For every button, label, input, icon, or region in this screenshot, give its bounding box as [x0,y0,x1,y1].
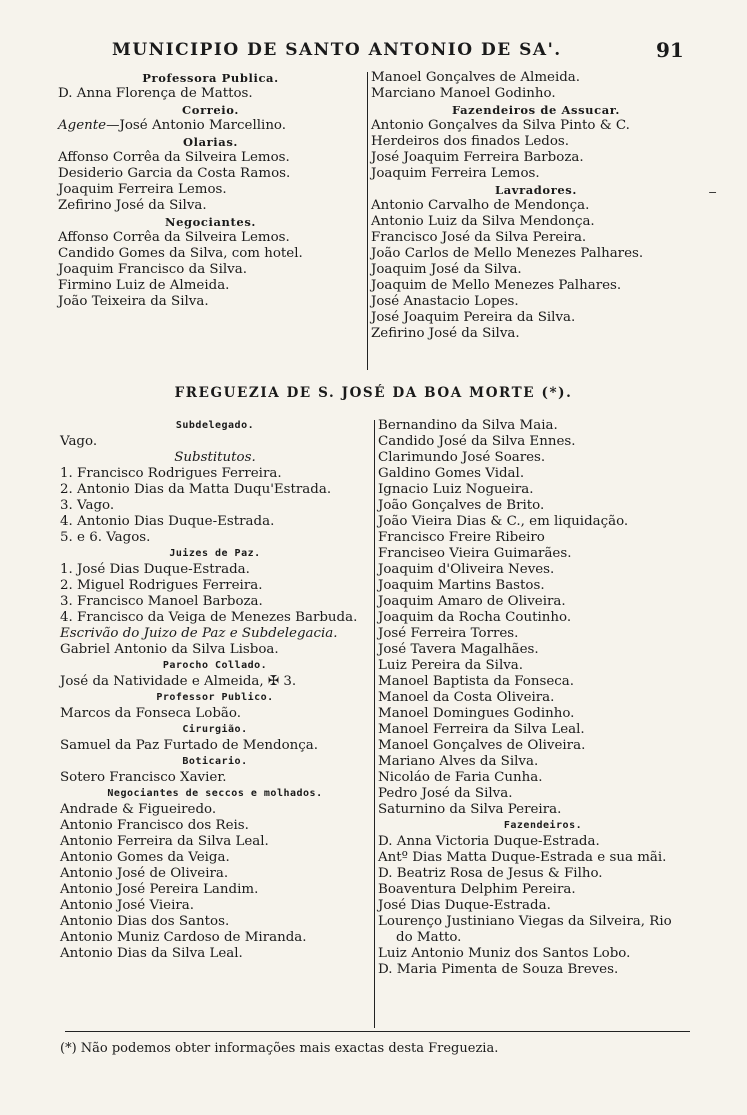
list-item: Antonio Luiz da Silva Mendonça. [371,214,595,229]
list-item: Antº Dias Matta Duque-Estrada e sua mãi. [378,850,667,865]
list-item: Boaventura Delphim Pereira. [378,882,576,897]
section-heading: Negociantes de seccos e molhados. [107,788,323,799]
section-heading: Cirurgião. [182,724,248,735]
list-item: Bernandino da Silva Maia. [378,418,558,433]
section-heading: Fazendeiros de Assucar. [452,103,620,117]
list-item: Luiz Antonio Muniz dos Santos Lobo. [378,946,631,961]
list-item: João Carlos de Mello Menezes Palhares. [371,246,644,261]
section-heading: Lavradores. [495,183,577,197]
section-heading: Juizes de Paz. [169,548,261,559]
list-item: 2. Antonio Dias da Matta Duqu'Estrada. [60,482,332,497]
section-heading: Negociantes. [164,215,257,229]
list-item: Candido Gomes da Silva, com hotel. [58,246,303,261]
list-item: Antonio Gomes da Veiga. [60,850,230,865]
list-item: 2. Miguel Rodrigues Ferreira. [60,578,263,593]
list-item: 3. Vago. [60,498,115,513]
list-item: Antonio Dias dos Santos. [60,914,230,929]
list-item: D. Maria Pimenta de Souza Breves. [378,962,619,977]
list-item: Zefirino José da Silva. [58,198,207,213]
list-item: Samuel da Paz Furtado de Mendonça. [60,738,319,753]
list-item: João Teixeira da Silva. [58,294,209,309]
top-column-divider [367,72,368,370]
section-heading: Professora Publica. [142,71,279,85]
list-item: Franciseo Vieira Guimarães. [378,546,572,561]
section-heading: Professor Publico. [156,692,274,703]
list-item: Lourenço Justiniano Viegas da Silveira, Rio [378,914,672,929]
list-item: José Joaquim Pereira da Silva. [371,310,576,325]
list-item: Joaquim Ferreira Lemos. [58,182,227,197]
list-item: do Matto. [396,930,462,945]
list-item: Nicoláo de Faria Cunha. [378,770,543,785]
list-item: Affonso Corrêa da Silveira Lemos. [58,150,290,165]
list-item: 4. Francisco da Veiga de Menezes Barbuda. [60,610,358,625]
page-number: 91 [656,38,684,62]
list-item: Pedro José da Silva. [378,786,513,801]
list-item: D. Beatriz Rosa de Jesus & Filho. [378,866,603,881]
list-item: Firmino Luiz de Almeida. [58,278,230,293]
footnote: (*) Não podemos obter informações mais exactas desta Freguezia. [60,1041,499,1056]
section-heading: Olarias. [183,135,238,149]
list-item: Clarimundo José Soares. [378,450,546,465]
list-item: Galdino Gomes Vidal. [378,466,525,481]
list-item: Manoel Baptista da Fonseca. [378,674,574,689]
list-item: Candido José da Silva Ennes. [378,434,576,449]
list-item: José Joaquim Ferreira Barboza. [371,150,584,165]
list-item: Affonso Corrêa da Silveira Lemos. [58,230,290,245]
list-item: Ignacio Luiz Nogueira. [378,482,534,497]
list-item: Antonio José Pereira Landim. [60,882,259,897]
list-item: 3. Francisco Manoel Barboza. [60,594,263,609]
footnote-rule [65,1031,690,1032]
list-item: Antonio Gonçalves da Silva Pinto & C. [371,118,630,133]
list-item: Manoel Ferreira da Silva Leal. [378,722,585,737]
list-item: 1. José Dias Duque-Estrada. [60,562,250,577]
list-item: Saturnino da Silva Pereira. [378,802,562,817]
list-item: Antonio José Vieira. [60,898,195,913]
list-item: Manoel Domingues Godinho. [378,706,575,721]
list-item: Antonio José de Oliveira. [60,866,229,881]
section-title: FREGUEZIA DE S. JOSÉ DA BOA MORTE (*). [174,385,573,401]
section-heading: Fazendeiros. [503,820,583,831]
list-item: Francisco Freire Ribeiro [378,530,545,545]
list-item: Joaquim Francisco da Silva. [58,262,247,277]
list-item: Manoel Gonçalves de Almeida. [371,70,581,85]
list-item: D. Anna Victoria Duque-Estrada. [378,834,600,849]
list-item: Sotero Francisco Xavier. [60,770,227,785]
list-item: Joaquim Ferreira Lemos. [371,166,540,181]
top-right-column [371,70,701,342]
list-item: Antonio Ferreira da Silva Leal. [60,834,269,849]
list-item: Marciano Manoel Godinho. [371,86,556,101]
list-item: Mariano Alves da Silva. [378,754,539,769]
list-item: D. Anna Florença de Mattos. [58,86,253,101]
margin-mark: − [708,186,718,199]
section-heading: Subdelegado. [175,420,255,431]
role-label: Agente [58,118,107,133]
section-heading: Boticario. [182,756,248,767]
office-title: Escrivão do Juizo de Paz e Subdelegacia. [60,626,338,641]
bottom-column-divider [374,420,375,1028]
list-item: Antonio Dias da Silva Leal. [60,946,243,961]
list-item: Joaquim Amaro de Oliveira. [378,594,566,609]
list-item: José Dias Duque-Estrada. [378,898,551,913]
list-item: Joaquim d'Oliveira Neves. [378,562,555,577]
list-item: Herdeiros dos finados Ledos. [371,134,570,149]
list-item: José Tavera Magalhães. [378,642,539,657]
list-item: Joaquim da Rocha Coutinho. [378,610,572,625]
section-heading: Correio. [182,103,239,117]
subheading: Substitutos. [174,450,256,465]
list-item: José da Natividade e Almeida, ✠ 3. [60,674,297,689]
list-item: Zefirino José da Silva. [371,326,520,341]
list-item: José Ferreira Torres. [378,626,519,641]
running-header: MUNICIPIO DE SANTO ANTONIO DE SA'. [112,40,562,60]
list-item: Joaquim Martins Bastos. [378,578,545,593]
list-item: João Vieira Dias & C., em liquidação. [378,514,629,529]
list-item: Manoel da Costa Oliveira. [378,690,555,705]
list-item: Manoel Gonçalves de Oliveira. [378,738,586,753]
list-item: João Gonçalves de Brito. [378,498,545,513]
list-item: 1. Francisco Rodrigues Ferreira. [60,466,282,481]
list-item: Gabriel Antonio da Silva Lisboa. [60,642,279,657]
list-item: Andrade & Figueiredo. [60,802,217,817]
list-item: Marcos da Fonseca Lobão. [60,706,241,721]
list-item [58,118,363,134]
list-item: Antonio Francisco dos Reis. [60,818,249,833]
list-item: Desiderio Garcia da Costa Ramos. [58,166,291,181]
bottom-left-column [60,418,370,962]
bottom-right-column [378,418,708,978]
list-item: Francisco José da Silva Pereira. [371,230,587,245]
section-heading: Parocho Collado. [162,660,268,671]
list-item: Joaquim de Mello Menezes Palhares. [371,278,622,293]
list-item: Antonio Carvalho de Mendonça. [371,198,590,213]
list-item-text: —José Antonio Marcellino. [106,118,287,133]
list-item: Vago. [60,434,98,449]
list-item: Antonio Muniz Cardoso de Miranda. [60,930,307,945]
list-item: 4. Antonio Dias Duque-Estrada. [60,514,275,529]
list-item: 5. e 6. Vagos. [60,530,151,545]
list-item: Luiz Pereira da Silva. [378,658,524,673]
top-left-column [58,70,363,310]
list-item: Joaquim José da Silva. [371,262,522,277]
list-item: José Anastacio Lopes. [371,294,519,309]
